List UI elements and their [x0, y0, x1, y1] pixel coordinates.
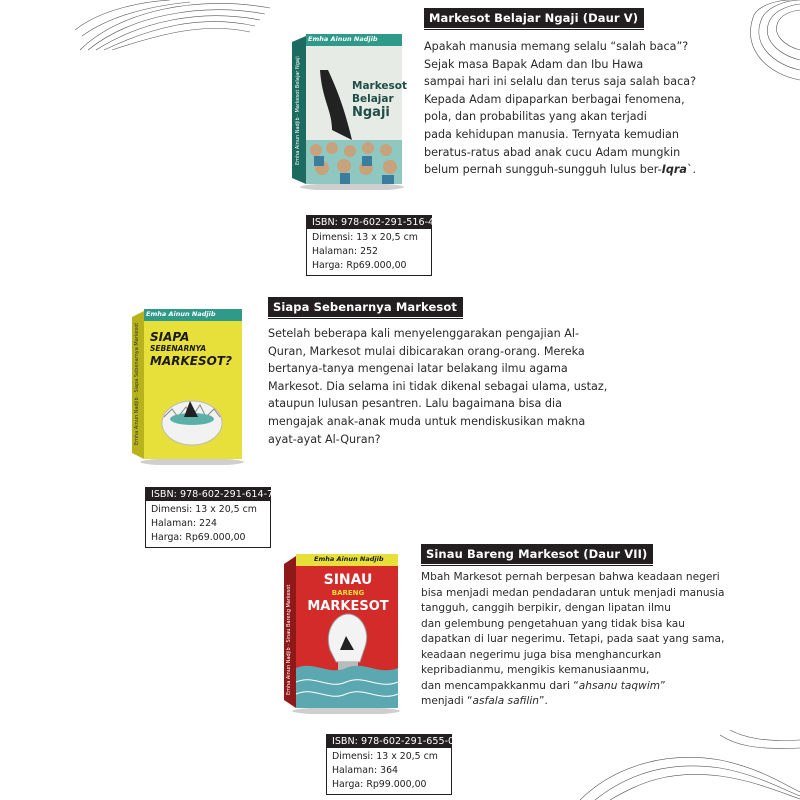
book-title-2: Siapa Sebenarnya Markesot: [268, 297, 463, 317]
description-line: keadaan negerimu juga bisa menghancurkan: [421, 648, 662, 661]
cover-title: [352, 80, 407, 119]
cover-title-line: Belajar: [352, 93, 394, 105]
description-line: sampai hari ini selalu dan terus saja salah baca?: [424, 75, 697, 89]
isbn-label: ISBN: 978-602-291-655-0: [327, 735, 451, 748]
cover-title: [306, 574, 390, 613]
cover-title-line: Markesot: [352, 80, 408, 92]
description-line: dapatkan di luar negerimu. Tetapi, pada saat yang sama,: [421, 633, 725, 645]
description-line: ataupun lulusan pesantren. Lalu bagaimana bisa dia: [268, 397, 562, 411]
description-line: pada kehidupan manusia. Ternyata kemudian: [424, 127, 679, 141]
description-line: Sejak masa Bapak Adam dan Ibu Hawa: [424, 57, 644, 71]
pages-text: Halaman: 224: [151, 517, 217, 529]
description-line: ayat-ayat Al-Quran?: [268, 432, 381, 446]
description-line: Markesot. Dia selama ini tidak dikenal sebagai ulama, ustaz,: [268, 379, 608, 393]
description-line: Kepada Adam dipaparkan berbagai fenomena,: [424, 92, 685, 106]
description-line: kepribadianmu, mengikis kemanusiaanmu,: [421, 664, 650, 676]
description-line: Apakah manusia memang selalu “salah baca”?: [424, 40, 689, 53]
description-line: bisa menjadi medan pendadaran untuk menjadi manusia: [421, 586, 725, 599]
cover-title-line: SIAPA: [150, 330, 190, 344]
isbn-label: ISBN: 978-602-291-614-7: [146, 488, 270, 501]
book-cover-3: [284, 550, 400, 714]
cover-title-line: MARKESOT?: [150, 354, 232, 368]
dimension-text: Dimensi: 13 x 20,5 cm: [332, 751, 438, 762]
price-text: Harga: Rp69.000,00: [151, 531, 246, 543]
price-text: Harga: Rp69.000,00: [312, 259, 407, 271]
dimension-text: Dimensi: 13 x 20,5 cm: [312, 232, 418, 243]
cover-spine-text: Emha Ainun Nadjib · Markesot Belajar Ngaji: [295, 56, 301, 165]
spec-box-1: [306, 215, 435, 276]
spec-box-3: [326, 734, 455, 795]
book-description-1: [424, 38, 696, 179]
spec-box-2: [145, 487, 274, 548]
pages-text: Halaman: 252: [312, 245, 378, 257]
pages-text: Halaman: 364: [332, 764, 398, 776]
ahsanu-taqwim-italic: ahsanu taqwim: [578, 679, 661, 692]
description-line: dan gelembung pengetahuan yang tidak bisa kau: [421, 617, 685, 630]
book-description-3: [421, 570, 725, 710]
price-text: Harga: Rp99.000,00: [332, 778, 427, 790]
cover-title: [150, 331, 232, 367]
contour-decoration-top: [60, 0, 280, 60]
description-line: Quran, Markesot mulai dibicarakan orang-orang. Mereka: [268, 344, 585, 358]
isbn-label: ISBN: 978-602-291-516-4: [307, 216, 431, 229]
cover-spine-text: Emha Ainun Nadjib · Sinau Bareng Markesot: [286, 584, 292, 695]
description-line: mengajak anak-anak muda untuk mendiskusikan makna: [268, 414, 586, 428]
cover-title-line: BARENG: [331, 589, 365, 597]
description-line: belum pernah sungguh-sungguh lulus ber-Iqra`.: [424, 163, 697, 177]
dimension-text: Dimensi: 13 x 20,5 cm: [151, 504, 257, 515]
book-cover-1: [292, 30, 408, 190]
contour-decoration-bottom: [570, 730, 800, 800]
cover-title-line: SINAU: [323, 572, 373, 588]
book-title-3: Sinau Bareng Markesot (Daur VII): [421, 544, 653, 564]
contour-decoration-right: [720, 0, 800, 90]
cover-title-line: Ngaji: [352, 105, 390, 120]
cover-author: Emha Ainun Nadjib: [308, 35, 378, 43]
book-description-2: [268, 325, 607, 448]
book-title-1: Markesot Belajar Ngaji (Daur V): [424, 8, 644, 28]
book-cover-2: [132, 305, 244, 465]
cover-title-line: MARKESOT: [307, 599, 389, 614]
description-line: Setelah beberapa kali menyelenggarakan pengajian Al-: [268, 327, 580, 340]
cover-title-line: SEBENARNYA: [150, 344, 207, 353]
description-line: bertanya-tanya mengenai latar belakang ilmu agama: [268, 362, 568, 376]
cover-author: Emha Ainun Nadjib: [146, 310, 216, 318]
cover-spine-text: Emha Ainun Nadjib · Siapa Sebenarnya Markesot: [134, 322, 140, 445]
iqra-emphasis: Iqra: [661, 163, 687, 177]
description-line: dan mencampakkanmu dari “ahsanu taqwim”: [421, 679, 666, 692]
description-line: tangguh, canggih berpikir, dengan lipatan ilmu: [421, 602, 671, 614]
description-line: menjadi “asfala safilin”.: [421, 695, 548, 707]
description-line: Mbah Markesot pernah berpesan bahwa keadaan negeri: [421, 571, 720, 583]
description-line: beratus-ratus abad anak cucu Adam mungkin: [424, 145, 681, 159]
description-line: pola, dan probabilitas yang akan terjadi: [424, 110, 647, 124]
cover-author: Emha Ainun Nadjib: [314, 555, 384, 563]
asfala-safilin-italic: asfala safilin: [472, 695, 540, 707]
